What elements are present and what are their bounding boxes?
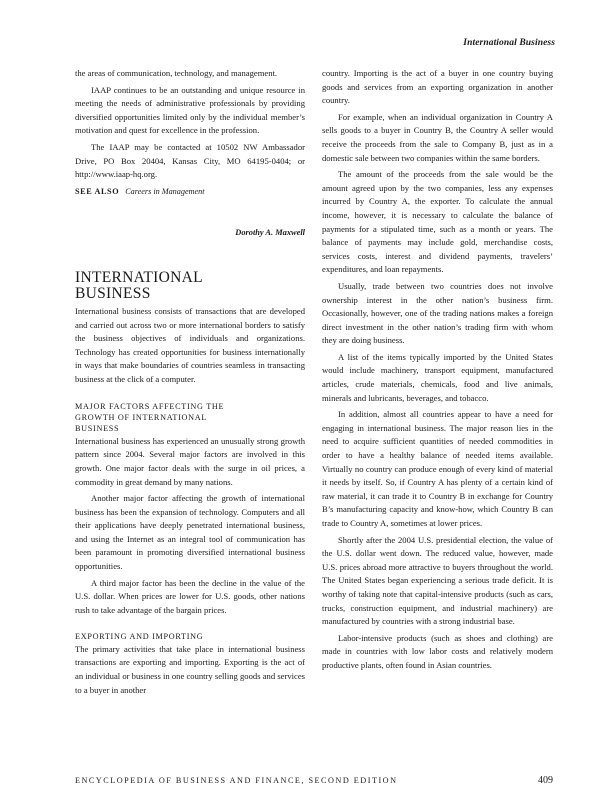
section-heading-line: BUSINESS [75, 424, 120, 434]
footer-book-title: ENCYCLOPEDIA OF BUSINESS AND FINANCE, SECOND EDITION [75, 776, 398, 785]
see-also-label: SEE ALSO [75, 186, 120, 196]
author-byline: Dorothy A. Maxwell [235, 228, 305, 238]
body-paragraph: In addition, almost all countries appear to have a need for engaging in international business. The major reason lies in the need to acquire sufficient quantities of needed commodities in order to have a healthy balance of needed items available. Virtually no country can produce enough of every kind of material it needs by itself. So, if Country A has plenty of a certain kind of raw material, it can trade it to Country B in exchange for Country B’s manufacturing capacity and know-how, which Country B can trade to Country A, sometimes at lower prices. [322, 409, 553, 528]
page-number: 409 [538, 775, 553, 786]
entry-title [75, 270, 305, 303]
entry-title-line: INTERNATIONAL [75, 268, 203, 286]
body-paragraph: the areas of communication, technology, and management. [75, 68, 278, 78]
body-paragraph: A list of the items typically imported by the United States would include machinery, transport equipment, manufactured articles, crude materials, chemicals, food and live animals, minerals and lubricants, beverages, and tobacco. [322, 351, 553, 403]
section-heading [75, 401, 305, 435]
body-paragraph: IAAP continues to be an outstanding and unique resource in meeting the needs of administrative professionals by providing diversified opportunities limited only by the individual member’s motivation and quest for excellence in the profession. [75, 84, 305, 136]
entry-title-line: BUSINESS [75, 285, 151, 303]
body-paragraph: A third major factor has been the decline in the value of the U.S. dollar. When prices are lower for U.S. goods, other nations rush to take advantage of the bargain prices. [75, 577, 305, 615]
page-footer [75, 776, 553, 785]
body-paragraph: country. Importing is the act of a buyer in one country buying goods and services from an exporting organization in another country. [322, 68, 553, 106]
body-paragraph: The IAAP may be contacted at 10502 NW Ambassador Drive, PO Box 20404, Kansas City, MO 64195-0404; or http://www.iaap-hq.org. [75, 141, 305, 180]
entry-intro: International business consists of transactions that are developed and carried out across two or more international borders to satisfy the business objectives of individuals and organizations. Technology has created opportunities for business internationally in ways that make boundaries of countries seamless in transacting business at the click of a computer. [75, 305, 305, 384]
body-paragraph: Shortly after the 2004 U.S. presidential election, the value of the U.S. dollar went down. The reduced value, however, made U.S. prices abroad more attractive to buyers throughout the world. The United States began experiencing a serious trade deficit. It is worthy of taking note that capital-intensive products (such as cars, trucks, construction equipment, and industrial machinery) are manufactured by countries with a strong industrial base. [322, 534, 553, 627]
left-column [75, 67, 305, 700]
body-paragraph: International business has experienced an unusually strong growth pattern since 2004. Several major factors are involved in this growth. One major factor deals with the surge in oil prices, a commodity in great demand by many nations. [75, 435, 305, 487]
right-column [322, 67, 553, 676]
body-paragraph: The primary activities that take place in international business transactions are exporting and importing. Exporting is the act of an individual or business in one country selling goods and services to a buyer in another [75, 643, 305, 695]
body-paragraph: For example, when an individual organization in Country A sells goods to a buyer in Country B, the Country A seller would receive the proceeds from the sale to Company B, just as in a domestic sale between two companies within the same borders. [322, 111, 553, 163]
body-paragraph: Another major factor affecting the growth of international business has been the expansion of technology. Computers and all their applications have deeply penetrated international business, and using the Internet as an integral tool of communication has been paramount in promoting diversified international business opportunities. [75, 493, 305, 572]
body-paragraph: Labor-intensive products (such as shoes and clothing) are made in countries with low labor costs and relatively modern productive plants, often found in Asian countries. [322, 632, 553, 670]
section-heading: EXPORTING AND IMPORTING [75, 632, 204, 642]
see-also [75, 185, 305, 199]
section-heading-line: MAJOR FACTORS AFFECTING THE [75, 401, 225, 411]
section-heading-line: GROWTH OF INTERNATIONAL [75, 412, 208, 422]
see-also-reference: Careers in Management [125, 186, 205, 196]
body-paragraph: The amount of the proceeds from the sale would be the amount agreed upon by the two companies, less any expenses incurred by Country A, the exporter. To calculate the annual income, however, it is necessary to calculate the balance of payments for a stipulated time, such as a month or years. The balance of payments may include gold, merchandise costs, services costs, interest and dividend payments, travelers’ expenditures, and loan repayments. [322, 169, 553, 275]
body-paragraph: Usually, trade between two countries does not involve ownership interest in the other nation’s business firm. Occasionally, however, one of the trading nations makes a foreign direct investment in the other nation’s trading firm with whom they are doing business. [322, 280, 553, 346]
running-head: International Business [463, 38, 555, 48]
